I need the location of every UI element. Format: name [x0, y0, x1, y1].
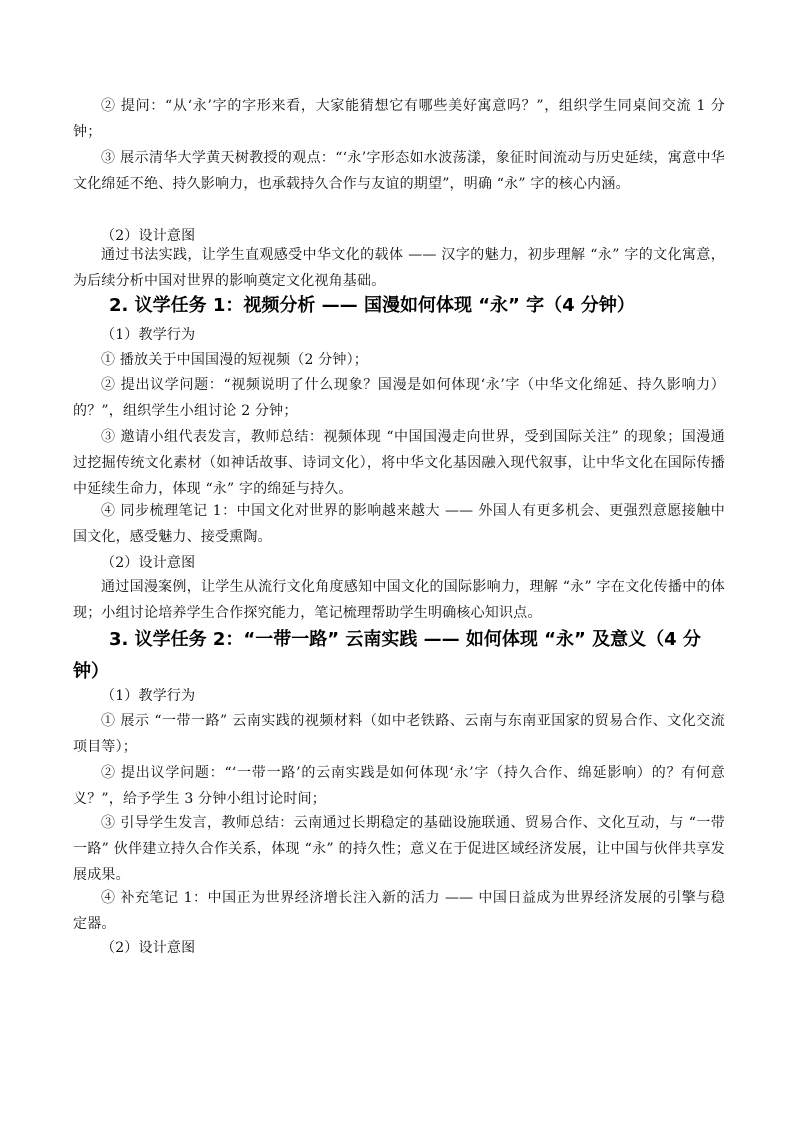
task2-step1: ① 展示 “一带一路” 云南实践的视频材料（如中老铁路、云南与东南亚国家的贸易合作、文化交流项目等）；: [73, 713, 725, 755]
task1-heading: 2. 议学任务 1：视频分析 —— 国漫如何体现 “永” 字（4 分钟）: [109, 295, 635, 316]
task2-design-label: （2）设计意图: [101, 940, 196, 956]
task2-step3: ③ 引导学生发言，教师总结：云南通过长期稳定的基础设施联通、贸易合作、文化互动，与 “一带一路” 伙伴建立持久合作关系，体现 “永” 的持久性；意义在于促进区域经济发展，让中国与伙伴共享发展成果。: [73, 815, 725, 883]
task2-step2: ② 提出议学问题：“‘一带一路’的云南实践是如何体现‘永’字（持久合作、绵延影响）的？有何意义？”，给予学生 3 分钟小组讨论时间；: [73, 765, 725, 807]
design-intent-text: 通过书法实践，让学生直观感受中华文化的载体 —— 汉字的魅力，初步理解 “永” 字的文化寓意，为后续分析中国对世界的影响奠定文化视角基础。: [73, 247, 725, 289]
task1-behavior-label: （1）教学行为: [101, 327, 196, 343]
task1-design-label: （2）设计意图: [101, 555, 196, 571]
design-intent-label: （2）设计意图: [101, 228, 196, 244]
task1-step4: ④ 同步梳理笔记 1：中国文化对世界的影响越来越大 —— 外国人有更多机会、更强烈意愿接触中国文化，感受魅力、接受熏陶。: [73, 503, 725, 545]
task1-step2: ② 提出议学问题：“视频说明了什么现象？国漫是如何体现‘永’字（中华文化绵延、持久影响力）的？”，组织学生小组讨论 2 分钟；: [73, 377, 725, 419]
task1-step3: ③ 邀请小组代表发言，教师总结：视频体现 “中国国漫走向世界，受到国际关注” 的现象；国漫通过挖掘传统文化素材（如神话故事、诗词文化），将中华文化基因融入现代叙事，让中华文化在国际传播中延续生命力，体现 “永” 字的绵延与持久。: [73, 429, 725, 497]
task2-step4: ④ 补充笔记 1：中国正为世界经济增长注入新的活力 —— 中国日益成为世界经济发展的引擎与稳定器。: [73, 890, 725, 932]
task1-design-text: 通过国漫案例，让学生从流行文化角度感知中国文化的国际影响力，理解 “永” 字在文化传播中的体现；小组讨论培养学生合作探究能力，笔记梳理帮助学生明确核心知识点。: [73, 579, 725, 621]
paragraph-question: ② 提问：“从‘永’字的字形来看，大家能猜想它有哪些美好寓意吗？”，组织学生同桌间交流 1 分钟；: [73, 98, 725, 140]
task1-step1: ① 播放关于中国国漫的短视频（2 分钟）；: [101, 352, 369, 368]
paragraph-expert-view: ③ 展示清华大学黄天树教授的观点：“‘永’字形态如水波荡漾，象征时间流动与历史延续，寓意中华文化绵延不绝、持久影响力，也承载持久合作与友谊的期望”，明确 “永” 字的核心内涵。: [73, 150, 725, 192]
task2-behavior-label: （1）教学行为: [101, 688, 196, 704]
task2-heading: 3. 议学任务 2：“一带一路” 云南实践 —— 如何体现 “永” 及意义（4 分钟）: [73, 629, 701, 682]
